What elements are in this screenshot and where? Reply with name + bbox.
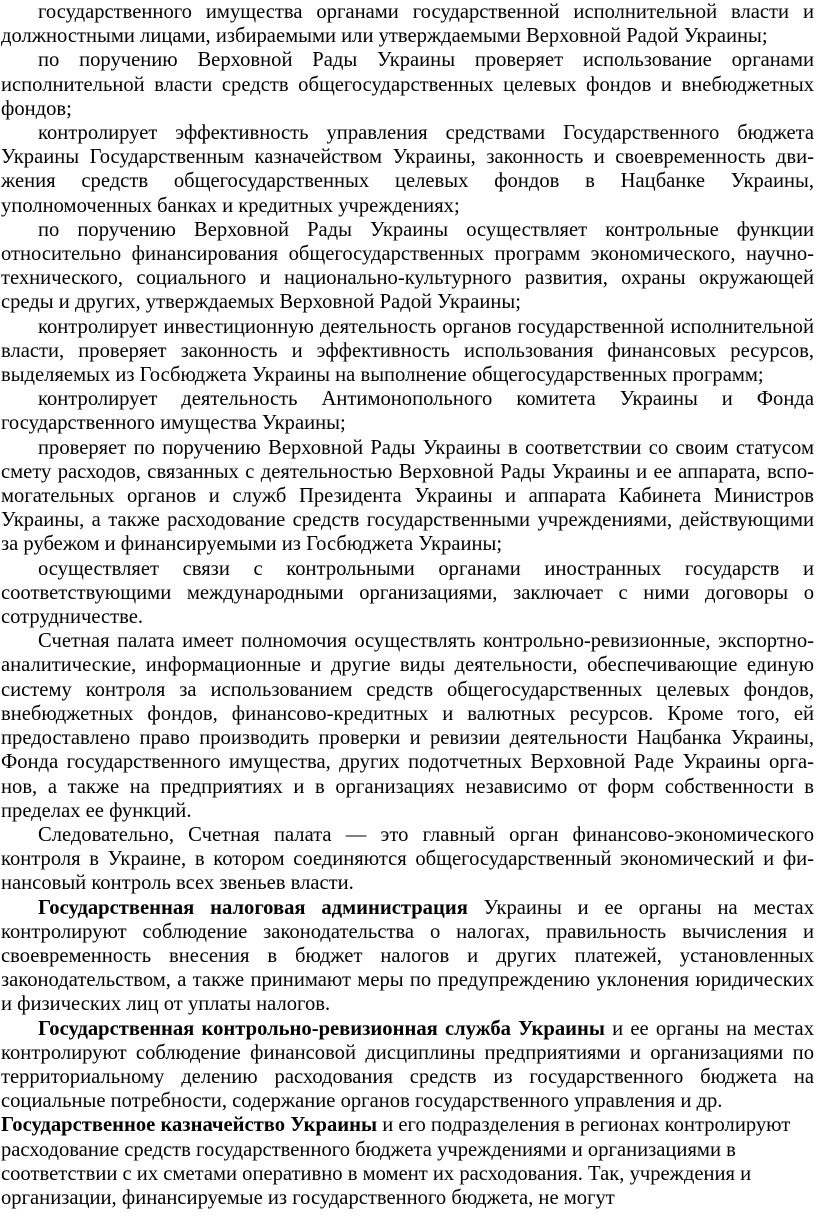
bold-term: Государственное казначейство Украины: [1, 1114, 378, 1137]
paragraph-treasury: [1, 1113, 814, 1210]
paragraph-audit-service: [1, 1017, 814, 1114]
paragraph-conclusion: Следовательно, Счетная палата — это главный орган финансово-экономического контроля в Украине, в котором соединяются общегосударственный экономический и финансовый контроль всех звеньев власти.: [1, 823, 814, 895]
paragraph-tax-administration: [1, 896, 814, 1017]
list-item: государственного имущества органами государственной исполнительной власти и должностными лицами, избираемыми или утверждаемыми Верховной Радой Украины;: [1, 1, 814, 48]
list-item: контролирует эффективность управления средствами Государственного бюджета Украины Государственным казначейством Украины, законность и своевременность движения средств общегосударственных целевых фондов в Нацбанке Украины, уполномоченных банках и кредитных учреждениях;: [1, 122, 814, 217]
list-item: контролирует инвестиционную деятельность органов государственной исполнительной власти, проверяет законность и эффективность использования финансовых ресурсов, выделяемых из Госбюджета Украины на выполнение общегосударственных программ;: [1, 315, 814, 387]
paragraph-text: и ее органы на местах контролируют соблюдение финансовой дисциплины предприятиями и организациями по территориальному делению расходования средств из государственного бюджета на социальные потребности, содержание органов государственного управления и др.: [1, 1017, 814, 1113]
bold-term: Государственная контрольно-ревизионная служба Украины: [38, 1017, 605, 1040]
list-item: осуществляет связи с контрольными органами иностранных государств и соответствующими международными организациями, заключает с ними договоры о сотрудничестве.: [1, 557, 814, 629]
list-item: по поручению Верховной Рады Украины осуществляет контрольные функции относительно финансирования общегосударственных программ экономического, научно-технического, социального и национально-культурного развития, охраны окружающей среды и других, утверждаемых Верховной Радой Украины;: [1, 218, 814, 314]
bold-term: Государственная налоговая администрация: [38, 896, 468, 919]
list-item: по поручению Верховной Рады Украины проверяет использование органами исполнительной власти средств общегосударственных целевых фондов и внебюджетных фондов;: [1, 49, 814, 120]
paragraph-text: и его подразделения в регионах контролируют расходование средств государственного бюджета учреждениями и организациями в соответствии с их сметами оперативно в момент их расходования. Так, учреждения и организации, финансируемые из государственного бюджета, не могут: [1, 1114, 791, 1209]
list-item: контролирует деятельность Антимонопольного комитета Украины и Фонда государственного имущества Украины;: [1, 388, 814, 435]
paragraph-powers: Счетная палата имеет полномочия осуществлять контрольно-ревизионные, экспортно-аналитические, информационные и другие виды деятельности, обеспечивающие единую систему контроля за использованием средств общегосударственных целевых фондов, внебюджетных фондов, финансово-кредитных и валютных ресурсов. Кроме того, ей предоставлено право производить проверки и ревизии деятельности Нацбанка Украины, Фонда государственного имущества, других подотчетных Верховной Раде Украины органов, а также на предприятиях и в организациях независимо от форм собственности в пределах ее функций.: [1, 630, 814, 822]
paragraph-text: Украины и ее органы на местах контролируют соблюдение законодательства о налогах, правильность вычисления и своевременность внесения в бюджет налогов и других платежей, установленных законодательством, а также принимают меры по предупреждению уклонения юридических и физических лиц от уплаты налогов.: [1, 896, 814, 1016]
list-item: проверяет по поручению Верховной Рады Украины в соответствии со своим статусом смету расходов, связанных с деятельностью Верховной Рады Украины и ее аппарата, вспомогательных органов и служб Президента Украины и аппарата Кабинета Министров Украины, а также расходование средств государственными учреждениями, действующими за рубежом и финансируемыми из Госбюджета Украины;: [1, 436, 814, 556]
